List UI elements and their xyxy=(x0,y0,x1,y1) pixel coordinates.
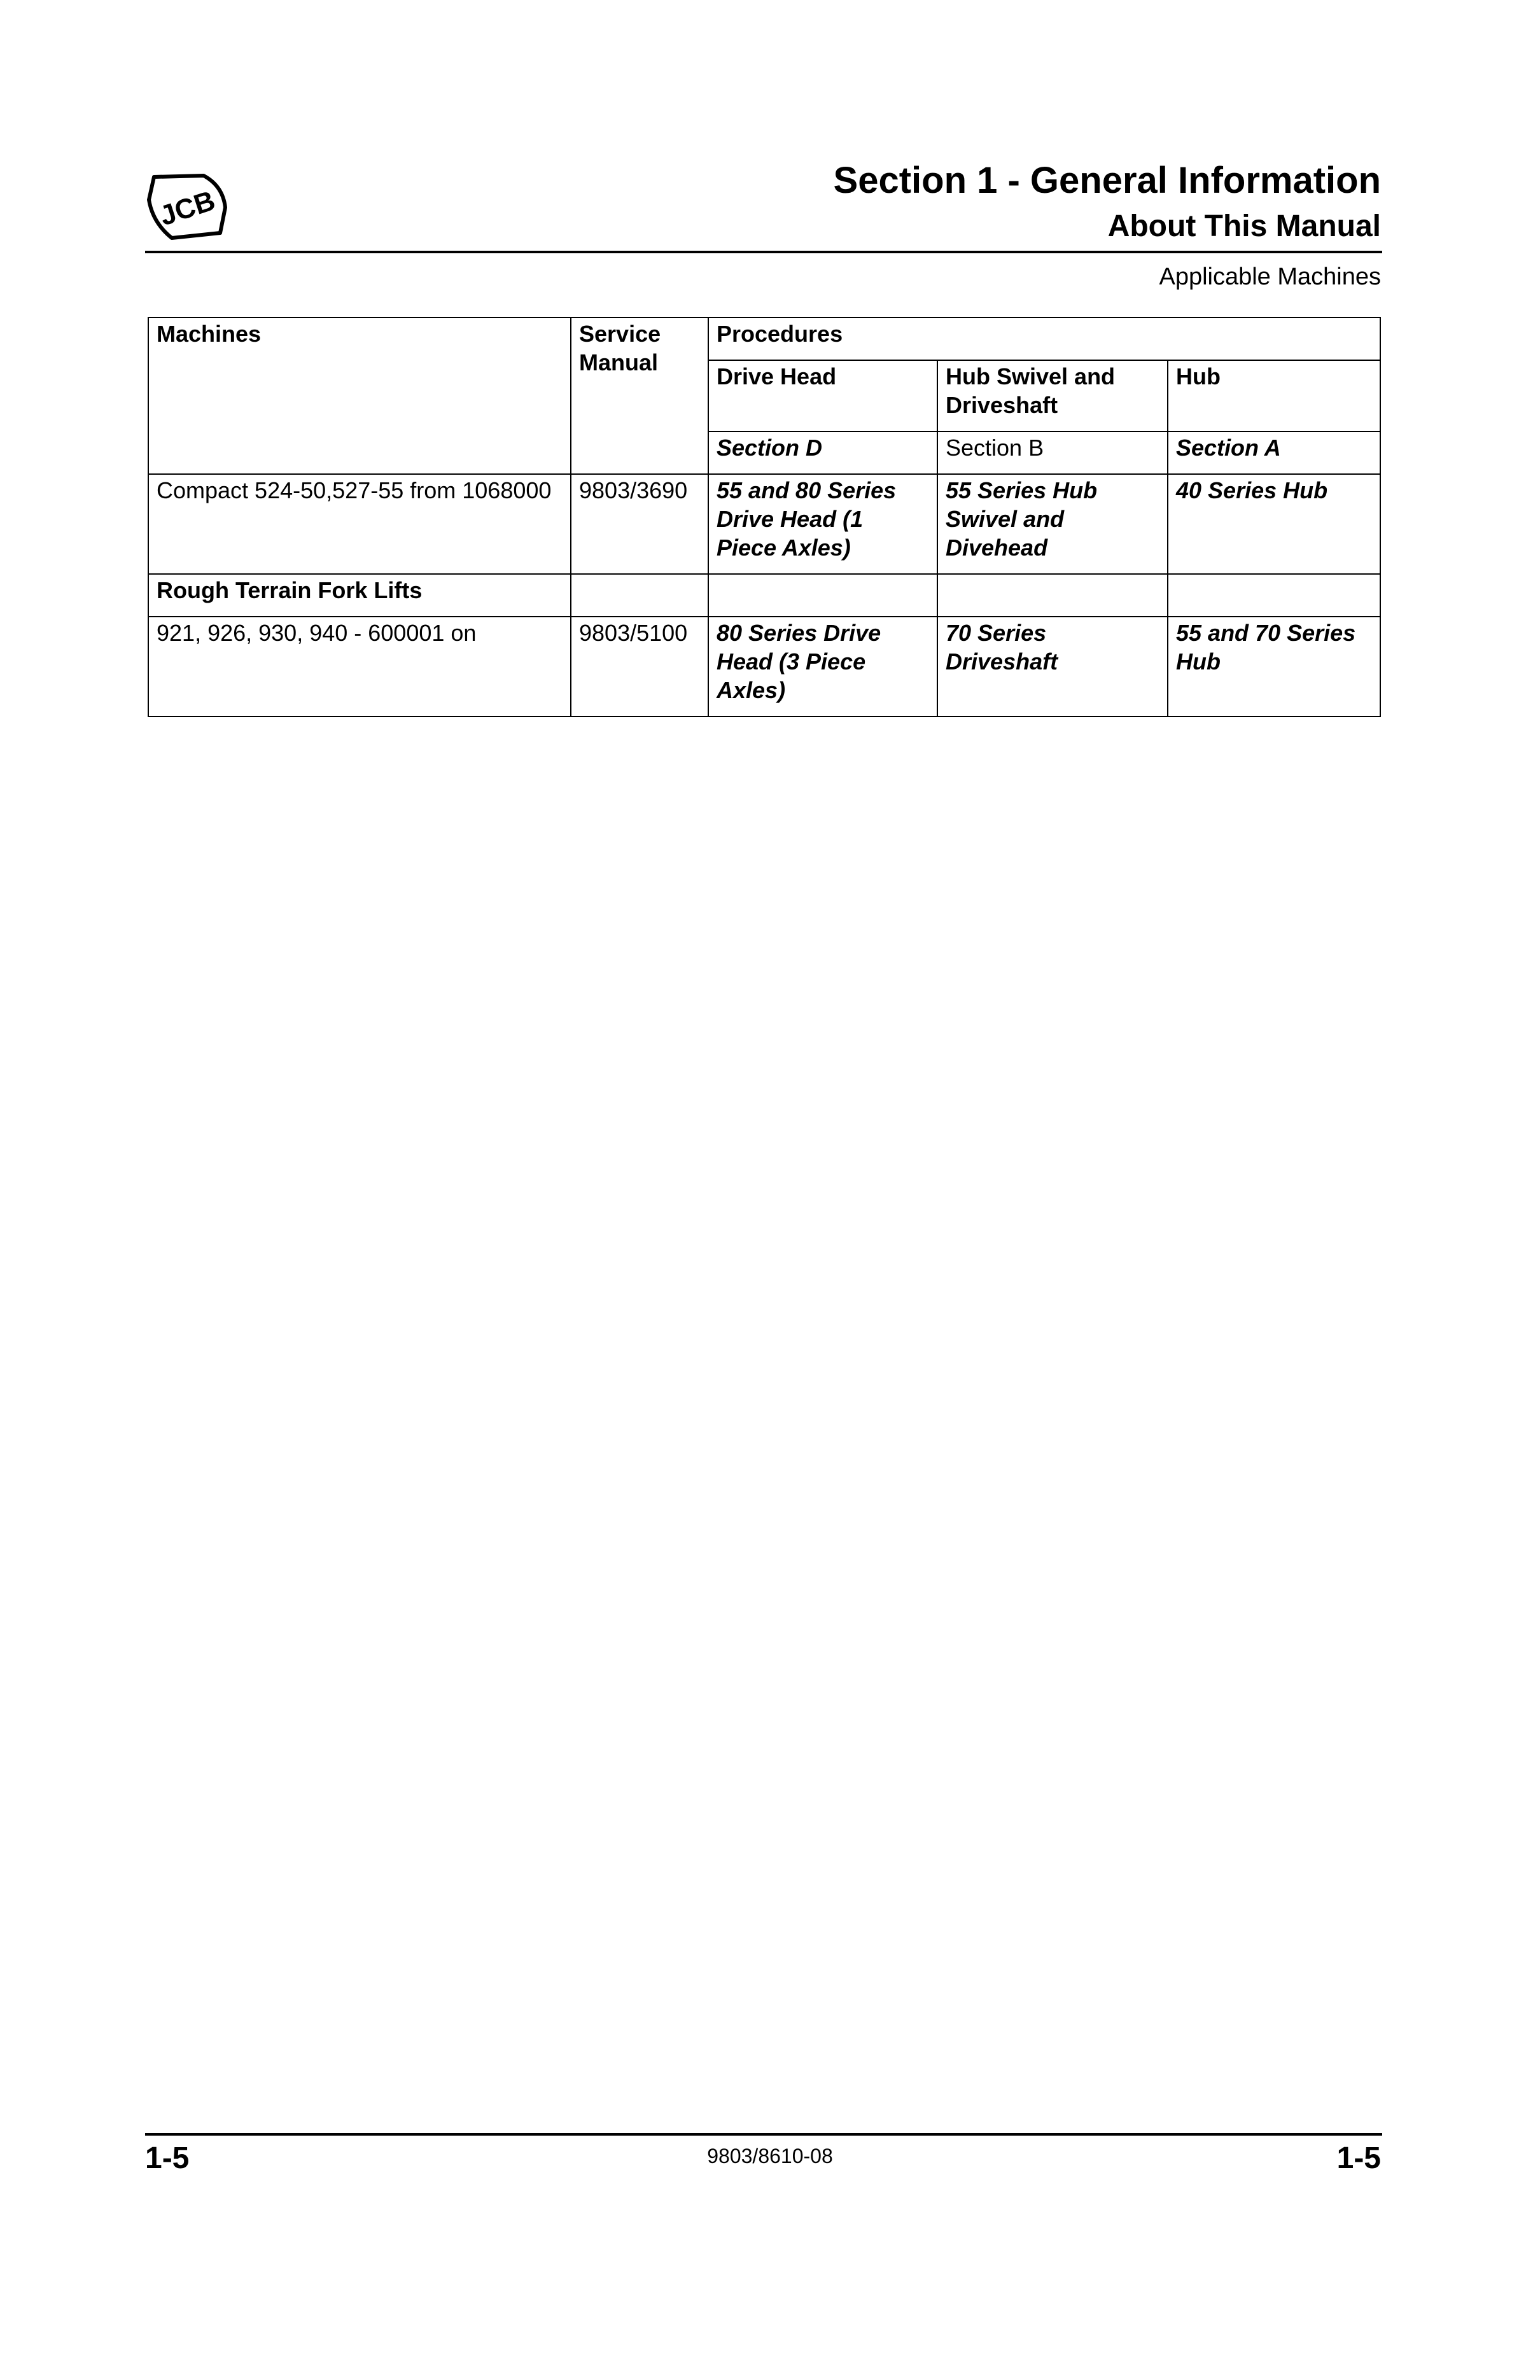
document-number: 9803/8610-08 xyxy=(707,2145,833,2167)
section-ref-d: Section D xyxy=(708,431,937,474)
cell-service-manual xyxy=(571,574,708,617)
col-header-procedures: Procedures xyxy=(708,318,1380,360)
cell-service-manual: 9803/3690 xyxy=(571,474,708,574)
cell-hub: 55 and 70 Series Hub xyxy=(1168,617,1380,717)
footer-rule xyxy=(145,2133,1382,2136)
col-header-hub: Hub xyxy=(1168,360,1380,431)
section-subtitle: About This Manual xyxy=(1107,209,1381,243)
jcb-logo xyxy=(145,172,228,242)
cell-machines: Compact 524-50,527-55 from 1068000 xyxy=(148,474,571,574)
table-row xyxy=(148,617,1380,717)
cell-drive-head xyxy=(708,574,937,617)
page-number-right: 1-5 xyxy=(1336,2141,1381,2175)
table-header-row xyxy=(148,318,1380,360)
cell-drive-head: 55 and 80 Series Drive Head (1 Piece Axles) xyxy=(708,474,937,574)
col-header-machines: Machines xyxy=(148,318,571,474)
page-number-left: 1-5 xyxy=(145,2141,190,2175)
table-row xyxy=(148,474,1380,574)
cell-hub xyxy=(1168,574,1380,617)
cell-machines-group: Rough Terrain Fork Lifts xyxy=(148,574,571,617)
topic-heading: Applicable Machines xyxy=(1159,263,1381,290)
col-header-hub-swivel: Hub Swivel and Driveshaft xyxy=(937,360,1168,431)
section-ref-a: Section A xyxy=(1168,431,1380,474)
cell-hub-swivel: 70 Series Driveshaft xyxy=(937,617,1168,717)
cell-service-manual: 9803/5100 xyxy=(571,617,708,717)
cell-hub: 40 Series Hub xyxy=(1168,474,1380,574)
table-group-row xyxy=(148,574,1380,617)
col-header-drive-head: Drive Head xyxy=(708,360,937,431)
section-ref-b: Section B xyxy=(937,431,1168,474)
logo-text: JCB xyxy=(156,185,219,232)
cell-hub-swivel xyxy=(937,574,1168,617)
cell-hub-swivel: 55 Series Hub Swivel and Divehead xyxy=(937,474,1168,574)
cell-drive-head: 80 Series Drive Head (3 Piece Axles) xyxy=(708,617,937,717)
cell-machines: 921, 926, 930, 940 - 600001 on xyxy=(148,617,571,717)
header-rule xyxy=(145,251,1382,253)
section-title: Section 1 - General Information xyxy=(833,160,1381,201)
applicable-machines-table xyxy=(148,317,1381,717)
col-header-service-manual: Service Manual xyxy=(571,318,708,474)
